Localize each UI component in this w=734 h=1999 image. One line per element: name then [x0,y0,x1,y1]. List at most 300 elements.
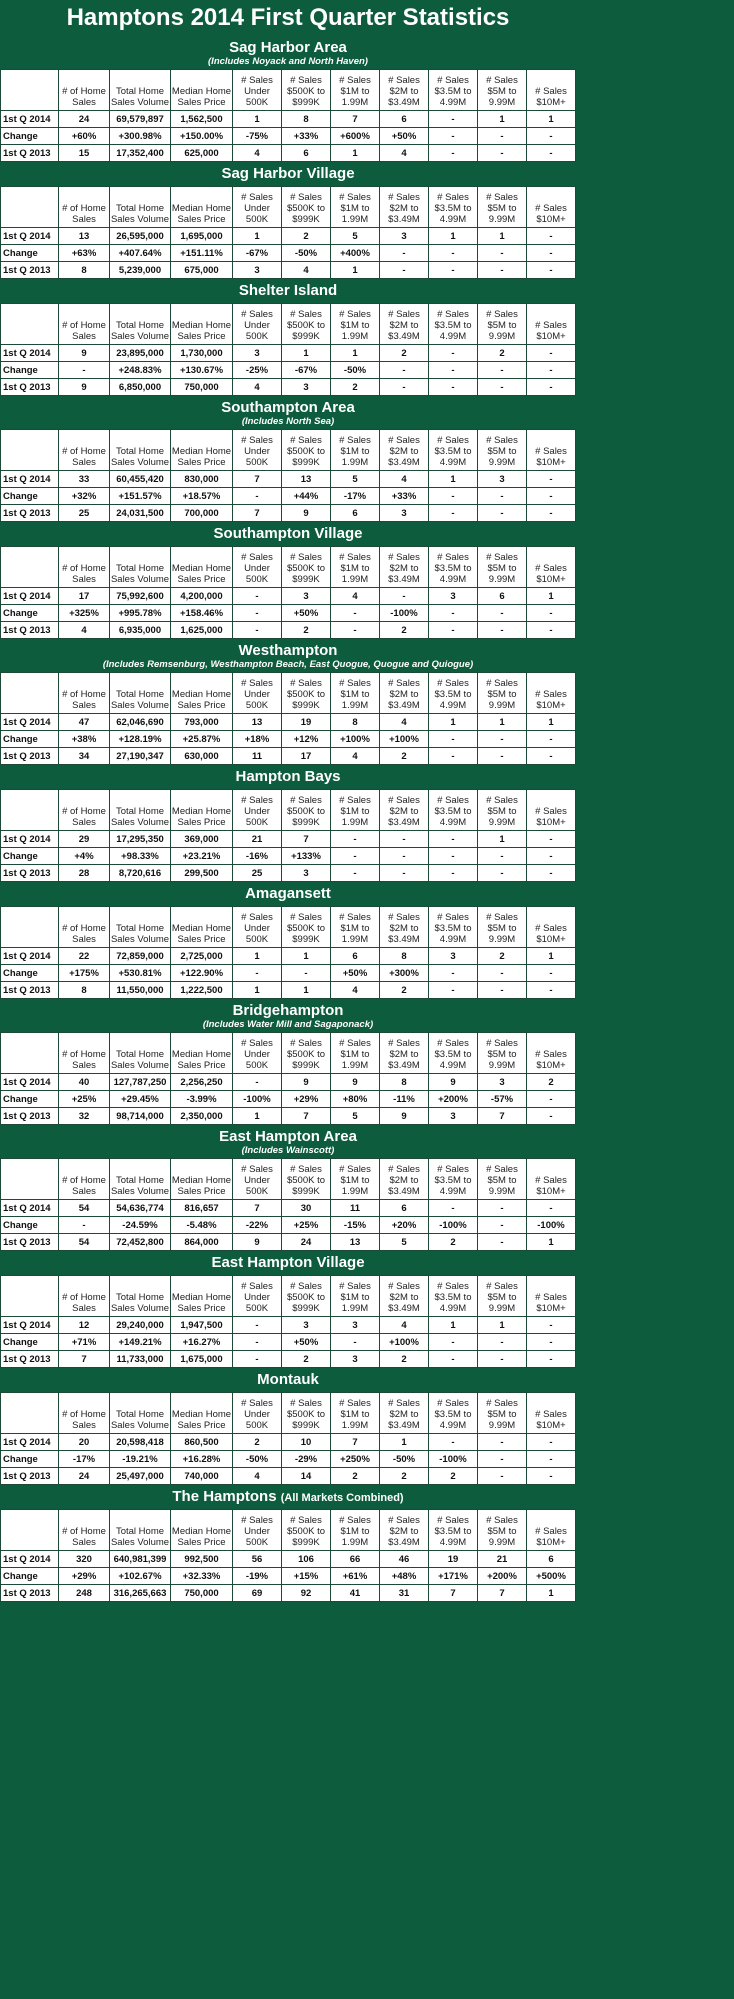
section-title-text: Sag Harbor Area [229,39,347,56]
section-table [0,1275,576,1368]
table-cell: - [429,1351,478,1368]
table-cell: 4 [59,622,110,639]
table-cell: 7 [233,505,282,522]
table-cell: 21 [478,1551,527,1568]
section-title-text: Hampton Bays [235,768,341,785]
column-header: # Sales $5M to 9.99M [478,304,527,345]
column-header: # Sales $1M to 1.99M [331,70,380,111]
table-cell: - [527,622,576,639]
table-row [1,865,576,882]
table-cell: 9 [59,379,110,396]
section-table [0,906,576,999]
table-cell: 992,500 [171,1551,233,1568]
row-label: 1st Q 2014 [1,228,59,245]
table-cell: 3 [331,1317,380,1334]
section-title [0,1125,576,1145]
table-cell: - [478,245,527,262]
row-label: Change [1,1091,59,1108]
table-cell: 3 [282,865,331,882]
table-cell: +600% [331,128,380,145]
table-cell: 9 [282,1074,331,1091]
column-header [1,1159,59,1200]
column-header: # Sales $3.5M to 4.99M [429,1510,478,1551]
section-subtitle: (Includes Water Mill and Sagaponack) [202,1019,374,1030]
column-header: Total Home Sales Volume [110,907,171,948]
table-cell: 21 [233,831,282,848]
table-cell: - [429,1200,478,1217]
table-cell: - [429,622,478,639]
table-cell: 72,452,800 [110,1234,171,1251]
column-header: Total Home Sales Volume [110,1276,171,1317]
table-row [1,731,576,748]
table-cell: - [429,379,478,396]
table-cell: 14 [282,1468,331,1485]
row-label: Change [1,128,59,145]
table-cell: 24,031,500 [110,505,171,522]
column-header [1,187,59,228]
table-cell: 1 [380,1434,429,1451]
table-cell: 32 [59,1108,110,1125]
table-cell: - [331,831,380,848]
table-cell: - [478,622,527,639]
table-cell: 1 [478,831,527,848]
row-label: 1st Q 2013 [1,1468,59,1485]
table-cell: - [478,1351,527,1368]
section-subtitle: (Includes Noyack and North Haven) [208,56,368,67]
table-cell: 3 [429,588,478,605]
table-cell: +63% [59,245,110,262]
table-cell: -15% [331,1217,380,1234]
table-cell: - [59,1217,110,1234]
section-title [0,36,576,56]
section-table [0,672,576,765]
table-cell: - [478,505,527,522]
table-cell: 3 [380,505,429,522]
table-cell: -57% [478,1091,527,1108]
table-cell: -5.48% [171,1217,233,1234]
column-header: # Sales $3.5M to 4.99M [429,187,478,228]
table-cell: +33% [380,488,429,505]
column-header: # Sales $5M to 9.99M [478,673,527,714]
table-cell: 8 [282,111,331,128]
section-header [0,279,576,303]
table-cell: 2 [429,1234,478,1251]
column-header [1,430,59,471]
table-row [1,1434,576,1451]
table-cell: 4 [331,748,380,765]
column-header: # Sales $3.5M to 4.99M [429,1159,478,1200]
column-header: # Sales $2M to $3.49M [380,1159,429,1200]
table-cell: 1 [429,714,478,731]
table-cell: 750,000 [171,379,233,396]
table-cell: 5 [331,228,380,245]
table-cell: - [331,865,380,882]
column-header: # Sales $500K to $999K [282,1159,331,1200]
table-cell: 41 [331,1585,380,1602]
column-header: # Sales $10M+ [527,907,576,948]
row-label: 1st Q 2014 [1,948,59,965]
table-cell: 6 [331,948,380,965]
row-label: 1st Q 2013 [1,748,59,765]
table-cell: 2 [282,1351,331,1368]
table-cell: - [233,1074,282,1091]
table-cell: 9 [233,1234,282,1251]
table-cell: 4 [380,714,429,731]
column-header [1,547,59,588]
table-cell: 1 [527,1234,576,1251]
table-cell: 7 [233,471,282,488]
table-row [1,1351,576,1368]
table-cell: 54,636,774 [110,1200,171,1217]
row-label: 1st Q 2013 [1,379,59,396]
table-cell: 3 [380,228,429,245]
column-header [1,907,59,948]
section-title-text: Shelter Island [238,282,338,299]
table-cell: +4% [59,848,110,865]
section-header [0,1125,576,1158]
table-cell: 6 [527,1551,576,1568]
column-header: # Sales $500K to $999K [282,1510,331,1551]
section-subtitle: (Includes Remsenburg, Westhampton Beach, East Quogue, Quogue and Quiogue) [102,659,474,670]
table-cell: +50% [282,605,331,622]
column-header: # Sales $2M to $3.49M [380,907,429,948]
section-title [0,1368,576,1388]
table-cell: - [527,865,576,882]
column-header: # Sales $500K to $999K [282,304,331,345]
table-cell: - [527,1434,576,1451]
column-header: # Sales $1M to 1.99M [331,1276,380,1317]
table-cell: - [527,831,576,848]
table-cell: 6 [380,1200,429,1217]
section-title [0,639,576,659]
table-cell: - [233,965,282,982]
table-cell: - [59,362,110,379]
table-cell: 7 [331,1434,380,1451]
column-header: # Sales $3.5M to 4.99M [429,304,478,345]
table-header-row [1,1276,576,1317]
column-header: # Sales $2M to $3.49M [380,1033,429,1074]
table-cell: - [527,488,576,505]
table-cell: - [233,1351,282,1368]
column-header [1,790,59,831]
column-header: # of Home Sales [59,1276,110,1317]
table-cell: +149.21% [110,1334,171,1351]
row-label: 1st Q 2014 [1,1551,59,1568]
table-cell: 1,675,000 [171,1351,233,1368]
table-cell: 5 [331,471,380,488]
section-table [0,546,576,639]
table-cell: 47 [59,714,110,731]
row-label: 1st Q 2013 [1,1351,59,1368]
table-header-row [1,304,576,345]
table-cell: 92 [282,1585,331,1602]
section-title-text: Amagansett [245,885,331,902]
table-cell: - [478,748,527,765]
table-cell: +151.11% [171,245,233,262]
table-cell: - [429,145,478,162]
table-cell: 299,500 [171,865,233,882]
table-cell: - [429,965,478,982]
row-label: Change [1,965,59,982]
table-row [1,128,576,145]
table-cell: 750,000 [171,1585,233,1602]
table-cell: 3 [331,1351,380,1368]
column-header: # Sales $10M+ [527,1393,576,1434]
table-cell: 1 [331,262,380,279]
table-cell: - [478,1217,527,1234]
section-title-text: Southampton Village [213,525,363,542]
table-cell: +48% [380,1568,429,1585]
table-row [1,622,576,639]
table-cell: 864,000 [171,1234,233,1251]
table-cell: 640,981,399 [110,1551,171,1568]
table-header-row [1,1393,576,1434]
section-title-text: Sag Harbor Village [221,165,355,182]
table-cell: 19 [282,714,331,731]
table-cell: - [527,345,576,362]
column-header: # Sales $2M to $3.49M [380,547,429,588]
column-header: # Sales Under 500K [233,1276,282,1317]
table-cell: - [380,379,429,396]
table-cell: 2 [233,1434,282,1451]
table-cell: 24 [59,1468,110,1485]
section-title-text: The Hamptons [172,1488,277,1505]
table-cell: 1 [429,1317,478,1334]
column-header: Median Home Sales Price [171,1276,233,1317]
column-header: # Sales $1M to 1.99M [331,1393,380,1434]
column-header: Total Home Sales Volume [110,1159,171,1200]
section-header [0,1368,576,1392]
table-cell: +23.21% [171,848,233,865]
table-header-row [1,1033,576,1074]
table-row [1,1317,576,1334]
table-cell: 27,190,347 [110,748,171,765]
table-cell: - [527,605,576,622]
column-header: Median Home Sales Price [171,70,233,111]
column-header: Total Home Sales Volume [110,430,171,471]
table-cell: 5 [380,1234,429,1251]
table-cell: 2 [331,379,380,396]
table-cell: - [429,245,478,262]
table-cell: - [429,362,478,379]
column-header: # Sales Under 500K [233,1033,282,1074]
table-cell: +300% [380,965,429,982]
table-cell: - [429,1434,478,1451]
row-label: 1st Q 2013 [1,1234,59,1251]
column-header: # of Home Sales [59,1510,110,1551]
table-cell: 13 [233,714,282,731]
table-cell: 62,046,690 [110,714,171,731]
table-cell: -19.21% [110,1451,171,1468]
table-cell: 860,500 [171,1434,233,1451]
table-cell: - [527,1468,576,1485]
table-cell: - [429,345,478,362]
table-cell: 1,695,000 [171,228,233,245]
table-cell: 4 [380,471,429,488]
column-header: # Sales $5M to 9.99M [478,70,527,111]
table-cell: 4 [380,145,429,162]
column-header: # Sales $3.5M to 4.99M [429,1393,478,1434]
section-header [0,639,576,672]
table-cell: +20% [380,1217,429,1234]
table-cell: 2 [282,622,331,639]
table-cell: -67% [233,245,282,262]
table-row [1,605,576,622]
column-header: # Sales $2M to $3.49M [380,187,429,228]
table-cell: - [233,1334,282,1351]
table-cell: -16% [233,848,282,865]
table-cell: 23,895,000 [110,345,171,362]
column-header: # of Home Sales [59,70,110,111]
table-cell: -50% [233,1451,282,1468]
table-cell: -50% [331,362,380,379]
column-header: Median Home Sales Price [171,547,233,588]
table-cell: 830,000 [171,471,233,488]
column-header: # Sales Under 500K [233,70,282,111]
row-label: Change [1,848,59,865]
page-title: Hamptons 2014 First Quarter Statistics [66,4,510,31]
column-header: # Sales $5M to 9.99M [478,187,527,228]
table-cell: -19% [233,1568,282,1585]
column-header: # Sales $3.5M to 4.99M [429,547,478,588]
table-cell: - [429,982,478,999]
section-header [0,999,576,1032]
table-cell: 13 [331,1234,380,1251]
section-title [0,1251,576,1271]
section-title [0,882,576,902]
column-header: Median Home Sales Price [171,673,233,714]
table-cell: 22 [59,948,110,965]
column-header: # Sales $10M+ [527,1033,576,1074]
table-cell: - [527,1451,576,1468]
section-table [0,1032,576,1125]
table-cell: +500% [527,1568,576,1585]
column-header: Median Home Sales Price [171,907,233,948]
column-header: # Sales $500K to $999K [282,1033,331,1074]
column-header: Total Home Sales Volume [110,304,171,345]
column-header: # Sales $1M to 1.99M [331,304,380,345]
column-header: Total Home Sales Volume [110,1510,171,1551]
table-row [1,145,576,162]
column-header: # Sales $5M to 9.99M [478,430,527,471]
column-header: # Sales $2M to $3.49M [380,673,429,714]
row-label: 1st Q 2014 [1,345,59,362]
table-cell: 7 [478,1108,527,1125]
table-cell: 2 [527,1074,576,1091]
table-cell: 10 [282,1434,331,1451]
column-header: # Sales $5M to 9.99M [478,790,527,831]
column-header: # Sales $10M+ [527,673,576,714]
table-cell: 24 [282,1234,331,1251]
table-cell: 1,947,500 [171,1317,233,1334]
row-label: Change [1,245,59,262]
column-header: # Sales $5M to 9.99M [478,1276,527,1317]
table-cell: - [429,505,478,522]
table-row [1,1217,576,1234]
table-cell: 12 [59,1317,110,1334]
table-row [1,345,576,362]
column-header: # Sales Under 500K [233,547,282,588]
table-cell: 3 [478,1074,527,1091]
table-cell: 1 [527,111,576,128]
table-cell: - [527,1091,576,1108]
table-cell: - [233,622,282,639]
column-header: # Sales $10M+ [527,790,576,831]
table-cell: 675,000 [171,262,233,279]
table-cell: 1 [282,345,331,362]
table-cell: 29 [59,831,110,848]
column-header: # Sales $3.5M to 4.99M [429,1033,478,1074]
table-cell: 793,000 [171,714,233,731]
table-cell: 700,000 [171,505,233,522]
table-cell: - [380,362,429,379]
column-header: # Sales $2M to $3.49M [380,1510,429,1551]
table-cell: 5 [331,1108,380,1125]
table-cell: 248 [59,1585,110,1602]
table-cell: 1 [233,1108,282,1125]
table-cell: 1 [282,982,331,999]
table-row [1,982,576,999]
table-cell: +25.87% [171,731,233,748]
column-header: # Sales $10M+ [527,304,576,345]
table-cell: 7 [233,1200,282,1217]
table-cell: 1,625,000 [171,622,233,639]
table-cell: - [282,965,331,982]
table-cell: - [429,128,478,145]
table-cell: 2 [380,748,429,765]
row-label: 1st Q 2013 [1,1108,59,1125]
table-cell: 98,714,000 [110,1108,171,1125]
column-header: # Sales Under 500K [233,1159,282,1200]
table-row [1,848,576,865]
table-header-row [1,673,576,714]
table-cell: 4,200,000 [171,588,233,605]
table-cell: - [478,1451,527,1468]
table-cell: 1 [527,948,576,965]
table-cell: - [331,1334,380,1351]
column-header: # of Home Sales [59,673,110,714]
row-label: 1st Q 2014 [1,111,59,128]
table-header-row [1,547,576,588]
section-table [0,429,576,522]
table-row [1,1585,576,1602]
column-header: # Sales $10M+ [527,1510,576,1551]
section-table [0,789,576,882]
column-header: # Sales $2M to $3.49M [380,1276,429,1317]
table-cell: -25% [233,362,282,379]
table-cell: 320 [59,1551,110,1568]
column-header: # Sales $500K to $999K [282,673,331,714]
table-cell: - [429,748,478,765]
row-label: 1st Q 2013 [1,145,59,162]
row-label: Change [1,1217,59,1234]
table-cell: - [233,588,282,605]
table-cell: 46 [380,1551,429,1568]
table-cell: - [527,362,576,379]
table-cell: 1 [282,948,331,965]
table-cell: 8 [380,1074,429,1091]
table-cell: 127,787,250 [110,1074,171,1091]
column-header: Median Home Sales Price [171,1159,233,1200]
table-cell: -29% [282,1451,331,1468]
column-header: # Sales $1M to 1.99M [331,1510,380,1551]
table-cell: 1 [527,1585,576,1602]
table-cell: +100% [380,731,429,748]
section-title-text: Westhampton [238,642,338,659]
column-header: # Sales $10M+ [527,1159,576,1200]
table-cell: - [331,848,380,865]
section-header [0,162,576,186]
